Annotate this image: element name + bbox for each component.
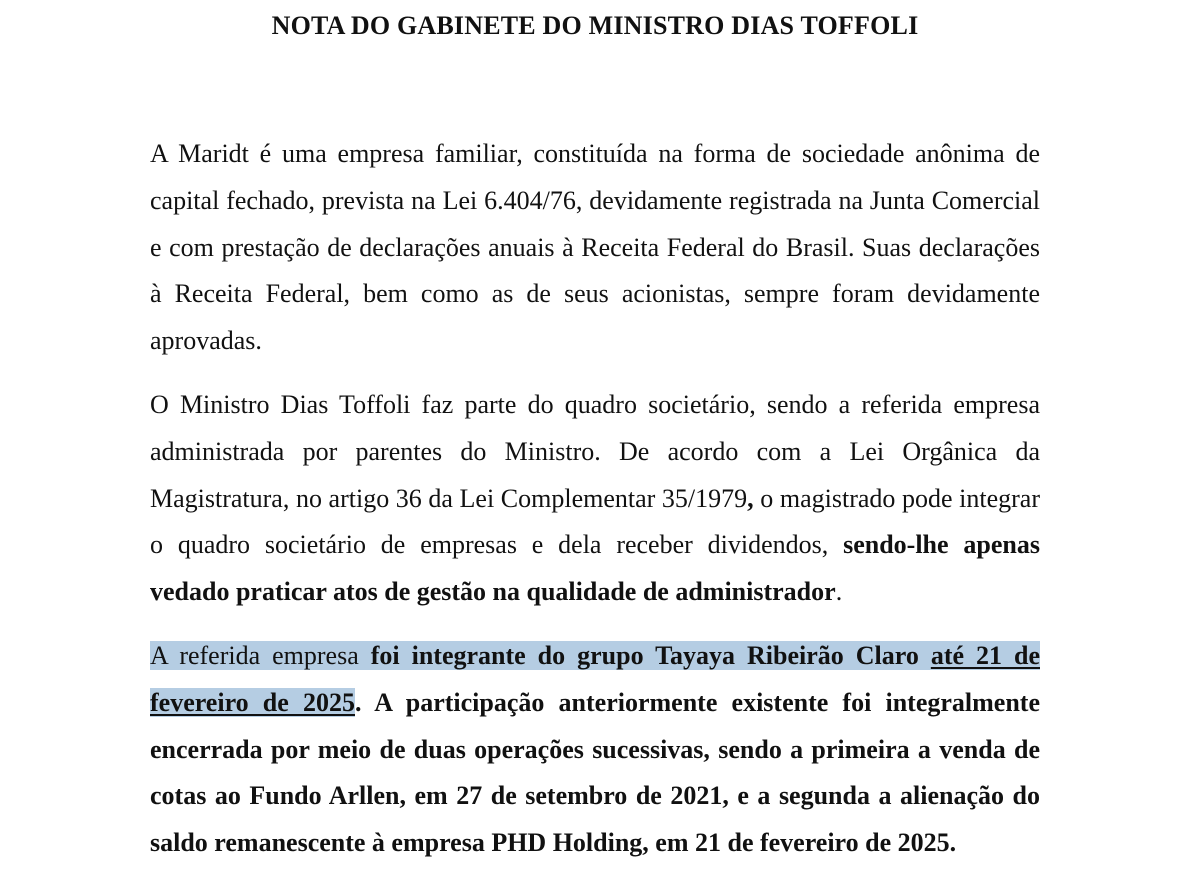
paragraph-2-text-continued: o magistrado pode integrar o quadro societário de empresas e dela receber dividendos, xyxy=(150,483,1040,560)
paragraph-2-emphasis: sendo-lhe apenas vedado praticar atos de gestão na qualidade de administrador xyxy=(150,530,1040,607)
paragraph-3-lead: A referida empresa xyxy=(150,641,371,670)
paragraph-1: A Maridt é uma empresa familiar, constituída na forma de sociedade anônima de capital fechado, prevista na Lei 6.404/76, devidamente registrada na Junta Comercial e com prestação de declarações anuais à Receita Federal do Brasil. Suas declarações à Receita Federal, bem como as de seus acionistas, sempre foram devidamente aprovadas. xyxy=(150,139,1040,356)
paragraph-2-text: O Ministro Dias Toffoli faz parte do quadro societário, sendo a referida empresa administrada por parentes do Ministro. De acordo com a Lei Orgânica da Magistratura, no artigo 36 da Lei Complementar 35/1979 xyxy=(150,390,1040,513)
paragraph-3-rest: . A participação anteriormente existente foi integralmente encerrada por meio de duas operações sucessivas, sendo a primeira a venda de cotas ao Fundo Arllen, em 27 de setembro de 2021, e a segunda a alienação do saldo remanescente à empresa PHD Holding, em 21 de fevereiro de 2025. xyxy=(150,687,1040,858)
paragraph-3-bold-claim: foi integrante do grupo Tayaya Ribeirão Claro xyxy=(370,641,931,670)
paragraph-2-comma: , xyxy=(747,483,754,513)
paragraph-2 xyxy=(150,382,1040,616)
paragraph-3-underlined-date: até 21 de fevereiro de 2025 xyxy=(150,641,1040,717)
paragraph-3 xyxy=(150,633,1040,867)
document-title: NOTA DO GABINETE DO MINISTRO DIAS TOFFOLI xyxy=(271,11,919,40)
paragraph-2-end: . xyxy=(835,577,843,607)
